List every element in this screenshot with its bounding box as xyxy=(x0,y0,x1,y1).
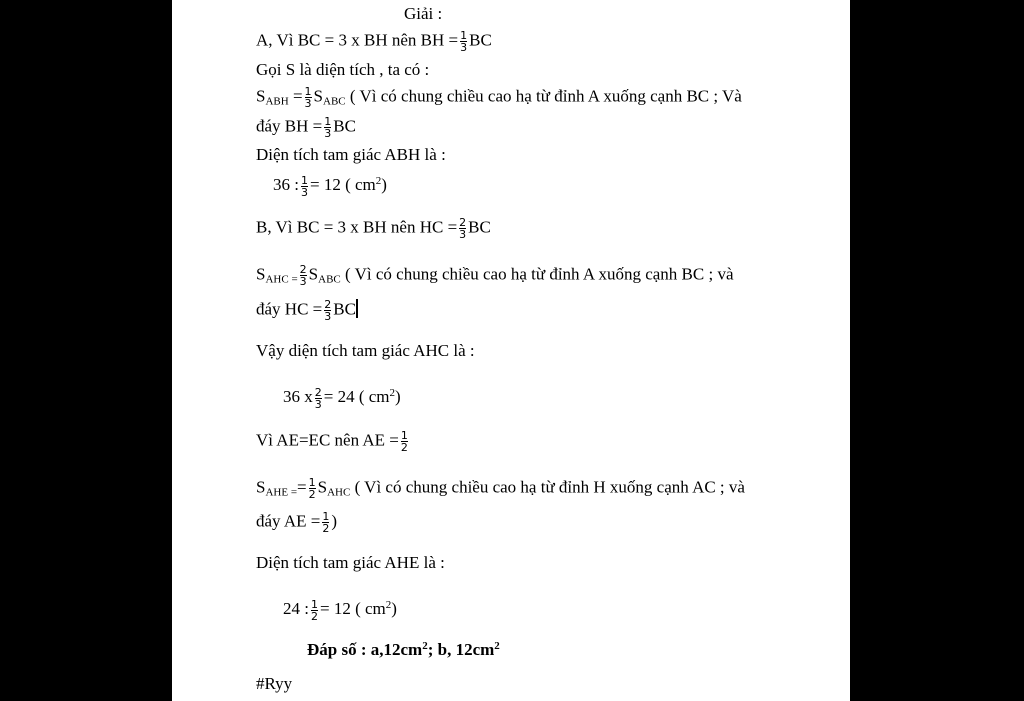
area-ratio-ahe: $S_{AHE =}=$ $\frac{1}{2}$ $S_{AHC}$ ( Vì có chung chiều cao hạ từ đỉnh H xuống cạnh AC ; và xyxy=(256,476,745,501)
fraction: $\frac{2}{3}$ xyxy=(459,216,467,241)
part-b-intro: B, Vì BC = 3 x BH nên HC = $\frac{2}{3}$ BC xyxy=(256,216,491,241)
ae-ec-line: Vì AE=EC nên AE = $\frac{1}{2}$ xyxy=(256,429,408,454)
fraction: $\frac{2}{3}$ xyxy=(299,263,307,288)
text-cursor xyxy=(356,299,358,318)
area-ahc-label: Vậy diện tích tam giác AHC là : xyxy=(256,341,475,360)
fraction: $\frac{1}{2}$ xyxy=(308,476,316,501)
fraction: $\frac{1}{2}$ xyxy=(400,429,408,454)
part-a-intro: A, Vì BC = 3 x BH nên BH = $\frac{1}{3}$ BC xyxy=(256,29,492,54)
base-ae-line: đáy AE = $\frac{1}{2}$ ) xyxy=(256,510,338,535)
fraction: $\frac{1}{3}$ xyxy=(304,85,312,110)
area-ahe-label: Diện tích tam giác AHE là : xyxy=(256,553,445,572)
fraction: $\frac{1}{3}$ xyxy=(300,173,308,199)
area-ratio-abh: $S_{ABH}$ = $\frac{1}{3}$ $S_{ABC}$ ( Vì có chung chiều cao hạ từ đỉnh A xuống cạnh BC ; Và xyxy=(256,85,742,110)
final-answer: Đáp số : $a,12cm^2$; b, $12cm^2$ xyxy=(307,640,500,659)
calc-ahc: 36 x $\frac{2}{3}$ = 24 ( $cm^2$) xyxy=(283,385,401,411)
base-bh-line: đáy BH = $\frac{1}{3}$ BC xyxy=(256,115,356,140)
area-notation-line: Gọi S là diện tích , ta có : xyxy=(256,60,430,79)
fraction: $\frac{1}{2}$ xyxy=(322,510,330,535)
signature: #Ryy xyxy=(256,674,293,693)
calc-abh: 36 : $\frac{1}{3}$ = 12 ( $cm^2$) xyxy=(273,173,387,199)
calc-ahe: 24 : $\frac{1}{2}$ = 12 ( $cm^2$) xyxy=(283,597,397,623)
solution-title: Giải : xyxy=(404,4,443,23)
document-page xyxy=(172,0,850,701)
fraction: $\frac{1}{2}$ xyxy=(310,597,318,623)
area-ratio-ahc: $S_{AHC =}$ $\frac{2}{3}$ $S_{ABC}$ ( Vì có chung chiều cao hạ từ đỉnh A xuống cạnh BC ; và xyxy=(256,263,734,288)
fraction: $\frac{1}{3}$ xyxy=(324,115,332,140)
fraction: $\frac{2}{3}$ xyxy=(314,385,322,411)
base-hc-line: đáy HC = $\frac{2}{3}$ BC xyxy=(256,298,356,323)
area-abh-label: Diện tích tam giác ABH là : xyxy=(256,145,446,164)
fraction: $\frac{1}{3}$ xyxy=(460,29,468,54)
fraction: $\frac{2}{3}$ xyxy=(324,298,332,323)
